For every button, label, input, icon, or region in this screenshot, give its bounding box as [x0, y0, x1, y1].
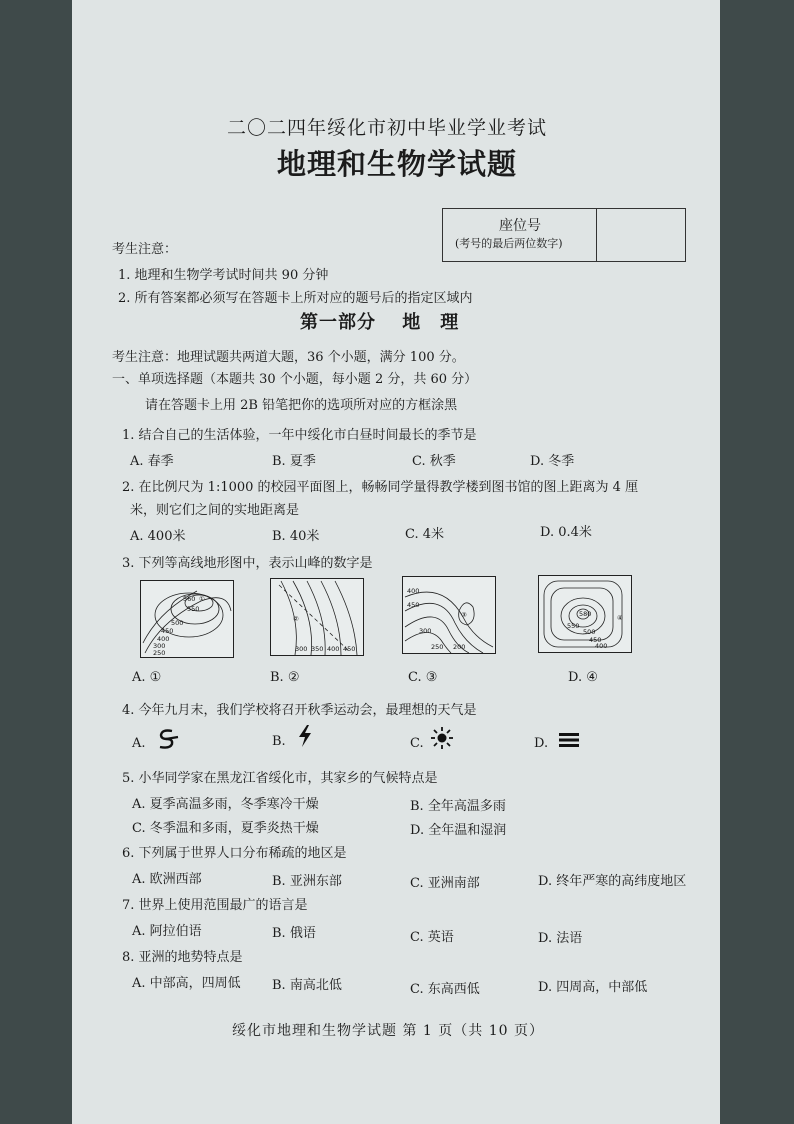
map-a-label-500: 500: [171, 619, 184, 627]
contour-map-d: [538, 575, 632, 653]
q5-option-c: C. 冬季温和多雨，夏季炎热干燥: [132, 821, 319, 836]
part1-notice: 考生注意：地理试题共两道大题，36 个小题，满分 100 分。: [112, 350, 465, 365]
map-c-label-200: 200: [453, 643, 466, 651]
map-b-label-300: 300: [295, 645, 308, 653]
question-8-stem: 8. 亚洲的地势特点是: [122, 950, 243, 965]
exam-title-line2: 地理和生物学试题: [277, 147, 518, 181]
seat-note: (考号的最后两位数字): [455, 237, 563, 250]
q3-option-b: B. ②: [270, 670, 300, 685]
q7-option-b: B. 俄语: [272, 926, 316, 941]
q1-option-c: C. 秋季: [412, 454, 456, 469]
q5-option-d: D. 全年温和湿润: [410, 823, 507, 838]
notice-item-1: 1. 地理和生物学考试时间共 90 分钟: [118, 268, 329, 283]
q4-option-d: D.: [534, 736, 549, 751]
map-c-label-450: 450: [407, 601, 420, 609]
exam-title-line1: 二〇二四年绥化市初中毕业学业考试: [227, 117, 548, 139]
q1-option-a: A. 春季: [130, 454, 174, 469]
map-a-label-1: ①: [199, 595, 205, 603]
map-d-label-4: ④: [617, 614, 623, 622]
map-d-label-580: 580: [579, 610, 592, 618]
q4-option-c: C.: [410, 736, 424, 751]
question-5-stem: 5. 小华同学家在黑龙江省绥化市，其家乡的气候特点是: [122, 771, 438, 786]
contour-map-d-drawing: [539, 576, 631, 652]
question-3-stem: 3. 下列等高线地形图中，表示山峰的数字是: [122, 556, 373, 571]
map-a-label-450: 450: [161, 627, 174, 635]
question-1-stem: 1. 结合自己的生活体验，一年中绥化市白昼时间最长的季节是: [122, 428, 477, 443]
page-footer: 绥化市地理和生物学试题 第 1 页（共 10 页）: [232, 1023, 544, 1039]
map-a-label-300: 300: [153, 642, 166, 650]
q4-option-b: B.: [272, 734, 286, 749]
question-2-stem: 2. 在比例尺为 1:1000 的校园平面图上，畅畅同学量得教学楼到图书馆的图上距离为 4 厘: [122, 480, 639, 495]
sunny-icon: [430, 726, 454, 750]
map-b-label-2: ②: [293, 615, 299, 623]
q8-option-c: C. 东高西低: [410, 982, 480, 997]
contour-map-a: [140, 580, 234, 658]
q6-option-b: B. 亚洲东部: [272, 874, 342, 889]
q7-option-c: C. 英语: [410, 930, 454, 945]
fog-icon: [558, 732, 580, 748]
q8-option-a: A. 中部高，四周低: [132, 976, 241, 991]
contour-map-a-drawing: [141, 581, 233, 657]
question-7-stem: 7. 世界上使用范围最广的语言是: [122, 898, 308, 913]
map-b-label-400: 400: [327, 645, 340, 653]
exam-paper: [72, 0, 720, 1124]
map-d-label-450: 450: [589, 636, 602, 644]
q8-option-d: D. 四周高，中部低: [538, 980, 648, 995]
map-d-label-400: 400: [595, 642, 608, 650]
q1-option-b: B. 夏季: [272, 454, 316, 469]
map-c-label-3: ③: [461, 611, 467, 619]
map-a-label-550: 550: [187, 605, 200, 613]
map-c-label-400: 400: [407, 587, 420, 595]
q4-option-a: A.: [132, 736, 146, 751]
q8-option-b: B. 南高北低: [272, 978, 342, 993]
q5-option-b: B. 全年高温多雨: [410, 799, 506, 814]
contour-map-b-drawing: [271, 579, 363, 655]
seat-number-box: [442, 208, 686, 262]
sandstorm-icon: [154, 726, 180, 752]
q2-option-c: C. 4米: [405, 527, 445, 542]
q5-option-a: A. 夏季高温多雨，冬季寒冷干燥: [132, 797, 319, 812]
question-2-stem-cont: 米，则它们之间的实地距离是: [130, 503, 300, 518]
question-6-stem: 6. 下列属于世界人口分布稀疏的地区是: [122, 846, 347, 861]
q2-option-d: D. 0.4米: [540, 525, 592, 540]
map-d-label-500: 500: [583, 628, 596, 636]
q3-option-c: C. ③: [408, 670, 438, 685]
q7-option-a: A. 阿拉伯语: [132, 924, 202, 939]
map-c-label-250: 250: [431, 643, 444, 651]
map-a-label-560: 560: [183, 595, 196, 603]
q7-option-d: D. 法语: [538, 931, 583, 946]
q2-option-a: A. 400米: [130, 529, 186, 544]
map-b-label-350: 350: [311, 645, 324, 653]
notice-heading: 考生注意：: [112, 242, 178, 257]
q6-option-c: C. 亚洲南部: [410, 876, 480, 891]
question-4-stem: 4. 今年九月末，我们学校将召开秋季运动会，最理想的天气是: [122, 703, 477, 718]
map-a-label-250: 250: [153, 649, 166, 657]
q3-option-d: D. ④: [568, 670, 598, 685]
thunderstorm-icon: [296, 724, 314, 748]
part1-title: 第一部分 地 理: [300, 312, 460, 333]
map-b-label-450: 450: [343, 645, 356, 653]
seat-label: 座位号: [499, 218, 541, 234]
seat-box-divider: [596, 209, 597, 261]
q2-option-b: B. 40米: [272, 529, 320, 544]
map-a-label-400: 400: [157, 635, 170, 643]
q1-option-d: D. 冬季: [530, 454, 575, 469]
contour-map-b: [270, 578, 364, 656]
q6-option-a: A. 欧洲西部: [132, 872, 202, 887]
contour-map-c: [402, 576, 496, 654]
section-title: 一、单项选择题（本题共 30 个小题，每小题 2 分，共 60 分）: [112, 372, 478, 387]
map-d-label-550: 550: [567, 622, 580, 630]
notice-item-2: 2. 所有答案都必须写在答题卡上所对应的题号后的指定区域内: [118, 291, 473, 306]
answer-instruction: 请在答题卡上用 2B 铅笔把你的选项所对应的方框涂黑: [145, 398, 458, 413]
map-c-label-300: 300: [419, 627, 432, 635]
contour-map-c-drawing: [403, 577, 495, 653]
q6-option-d: D. 终年严寒的高纬度地区: [538, 874, 687, 889]
q3-option-a: A. ①: [132, 670, 162, 685]
